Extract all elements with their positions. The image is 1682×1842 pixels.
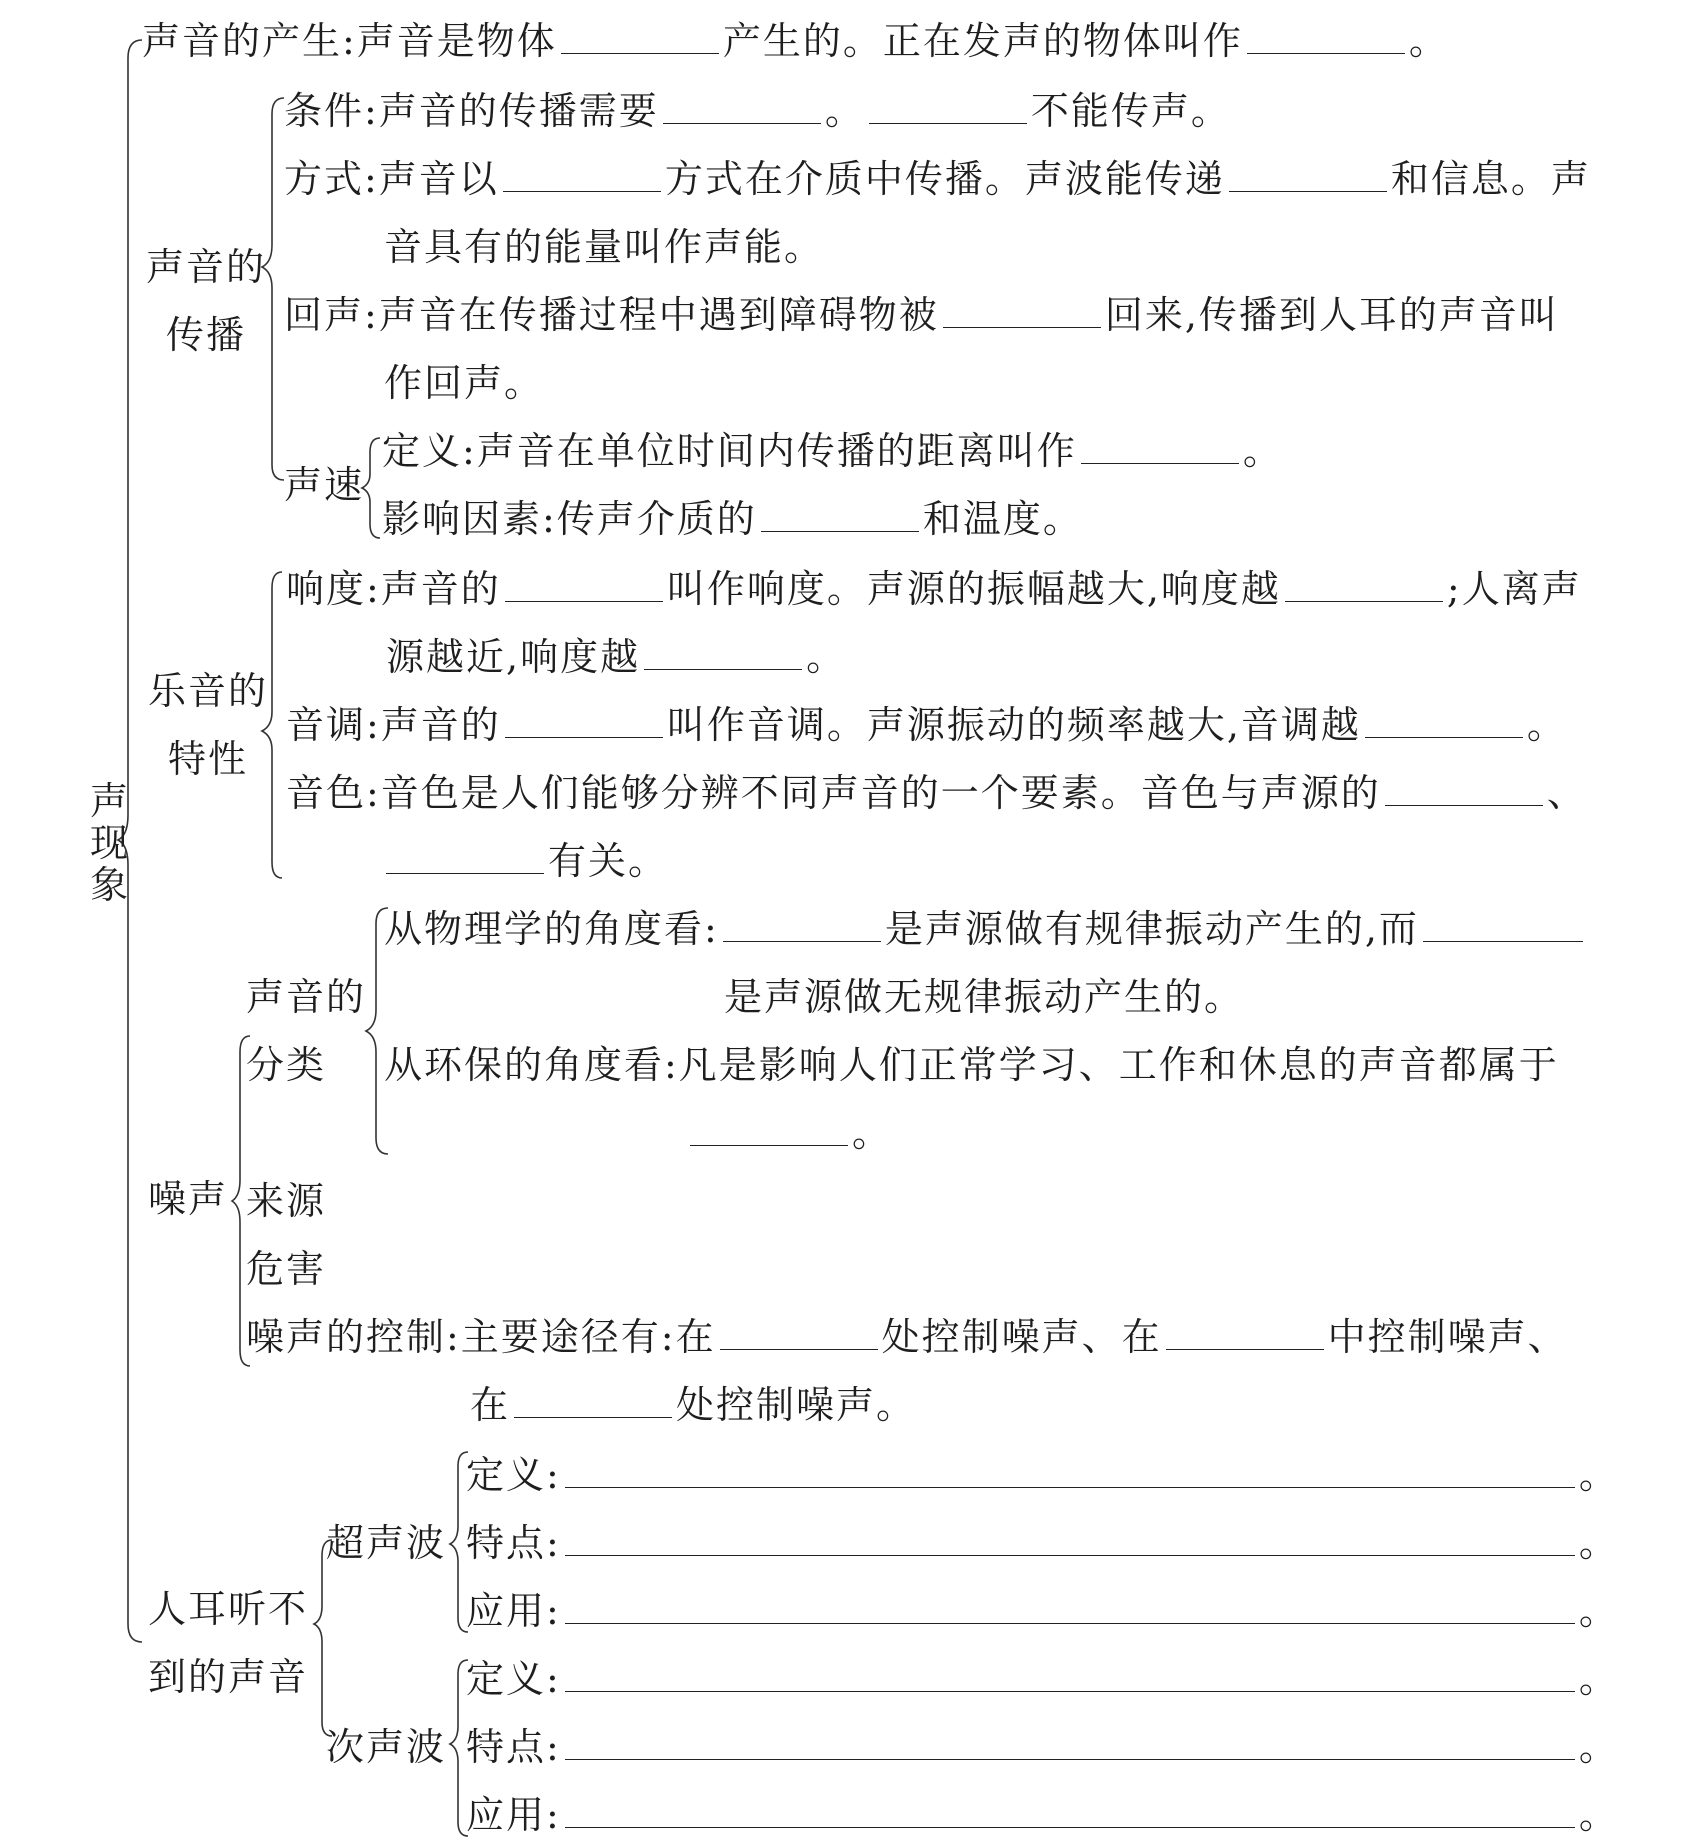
- blank[interactable]: [505, 569, 663, 602]
- blank[interactable]: [1285, 569, 1443, 602]
- blank[interactable]: [561, 21, 719, 54]
- musical-timbre: 音色:音色是人们能够分辨不同声音的一个要素。音色与声源的 、: [286, 771, 1587, 815]
- noise-title: 噪声: [148, 1177, 229, 1221]
- blank[interactable]: [1247, 21, 1405, 54]
- blank[interactable]: [565, 1727, 1575, 1760]
- blank[interactable]: [1385, 773, 1543, 806]
- blank[interactable]: [644, 637, 802, 670]
- blank[interactable]: [663, 91, 821, 124]
- blank[interactable]: [565, 1455, 1575, 1488]
- infrasonic-definition: 定义: 。: [466, 1657, 1619, 1701]
- musical-title-1: 乐音的: [148, 669, 269, 713]
- ultrasonic-application: 应用: 。: [466, 1589, 1619, 1633]
- blank[interactable]: [503, 159, 661, 192]
- infrasonic-application: 应用: 。: [466, 1793, 1619, 1837]
- blank[interactable]: [761, 499, 919, 532]
- blank[interactable]: [1423, 909, 1583, 942]
- propagation-condition: 条件:声音的传播需要 。 不能传声。: [284, 89, 1231, 133]
- blank[interactable]: [514, 1385, 672, 1418]
- musical-brace: [262, 572, 282, 878]
- inaudible-title-2: 到的声音: [148, 1655, 309, 1699]
- blank[interactable]: [690, 1113, 848, 1146]
- propagation-title-2: 传播: [166, 313, 247, 357]
- ultrasonic-definition: 定义: 。: [466, 1453, 1619, 1497]
- noise-control-line2: 在 处控制噪声。: [470, 1383, 917, 1427]
- blank[interactable]: [565, 1659, 1575, 1692]
- blank[interactable]: [1229, 159, 1387, 192]
- classification-environment-line2: 。: [690, 1110, 892, 1156]
- blank[interactable]: [720, 1317, 878, 1350]
- blank[interactable]: [1081, 431, 1239, 464]
- ultrasonic-title: 超声波: [326, 1521, 447, 1565]
- inaudible-brace: [314, 1540, 332, 1736]
- blank[interactable]: [386, 841, 544, 874]
- musical-timbre-line2: 有关。: [386, 838, 668, 884]
- infrasonic-feature: 特点: 。: [466, 1725, 1619, 1769]
- classification-environment: 从环保的角度看:凡是影响人们正常学习、工作和休息的声音都属于: [384, 1043, 1559, 1087]
- noise-control: 噪声的控制:主要途径有:在 处控制噪声、在 中控制噪声、: [246, 1315, 1568, 1359]
- noise-harm: 危害: [246, 1247, 327, 1291]
- inaudible-title-1: 人耳听不: [148, 1587, 309, 1631]
- propagation-echo: 回声:声音在传播过程中遇到障碍物被 回来,传播到人耳的声音叫: [284, 293, 1559, 337]
- musical-loudness: 响度:声音的 叫作响度。声源的振幅越大,响度越 ;人离声: [286, 567, 1582, 611]
- musical-loudness-line2: 源越近,响度越 。: [386, 635, 847, 679]
- speed-brace: [362, 438, 380, 538]
- musical-title-2: 特性: [168, 737, 249, 781]
- propagation-title-1: 声音的: [146, 245, 267, 289]
- propagation-mode: 方式:声音以 方式在介质中传播。声波能传递 和信息。声: [284, 157, 1591, 201]
- classification-title-1: 声音的: [246, 975, 367, 1019]
- propagation-mode-line2: 音具有的能量叫作声能。: [384, 225, 825, 269]
- blank[interactable]: [565, 1591, 1575, 1624]
- blank[interactable]: [1365, 705, 1523, 738]
- blank[interactable]: [565, 1523, 1575, 1556]
- production-line: 声音的产生:声音是物体 产生的。正在发声的物体叫作 。: [142, 19, 1449, 63]
- blank[interactable]: [1166, 1317, 1324, 1350]
- classification-physics-line2: 是声源做无规律振动产生的。: [724, 975, 1245, 1019]
- speed-title: 声速: [284, 463, 365, 507]
- speed-factors: 影响因素:传声介质的 和温度。: [382, 497, 1083, 541]
- speed-definition: 定义:声音在单位时间内传播的距离叫作 。: [382, 429, 1283, 473]
- blank[interactable]: [565, 1795, 1575, 1828]
- root-label: 声 现 象: [90, 779, 131, 907]
- blank[interactable]: [943, 295, 1101, 328]
- ultrasonic-feature: 特点: 。: [466, 1521, 1619, 1565]
- classification-physics: 从物理学的角度看: 是声源做有规律振动产生的,而: [384, 906, 1587, 952]
- infrasonic-title: 次声波: [326, 1725, 447, 1769]
- blank[interactable]: [723, 909, 881, 942]
- classification-title-2: 分类: [246, 1043, 327, 1087]
- blank[interactable]: [505, 705, 663, 738]
- blank[interactable]: [869, 91, 1027, 124]
- noise-source: 来源: [246, 1179, 327, 1223]
- propagation-echo-line2: 作回声。: [384, 361, 545, 405]
- musical-pitch: 音调:声音的 叫作音调。声源振动的频率越大,音调越 。: [286, 703, 1567, 747]
